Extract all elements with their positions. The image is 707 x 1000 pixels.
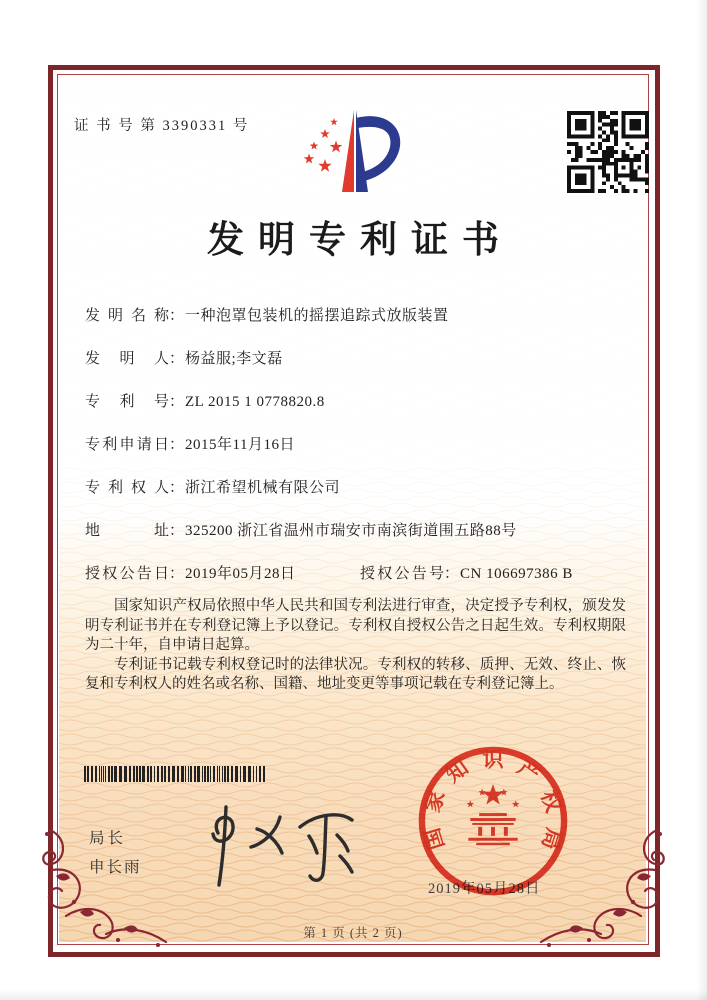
cnipa-logo-icon: [299, 104, 411, 204]
field-label: 授权公告日: [85, 566, 169, 582]
field-inventors: [85, 349, 633, 369]
field-filing-date: [85, 435, 633, 455]
field-grant-number: [360, 564, 573, 584]
seal-date: 2019年05月28日: [428, 881, 541, 897]
svg-text:家: 家: [420, 787, 450, 816]
page-number: 第 1 页 (共 2 页): [303, 926, 403, 940]
field-colon: ：: [169, 480, 185, 496]
svg-text:知: 知: [441, 755, 473, 788]
signatory-title: 局长: [89, 830, 127, 847]
field-colon: ：: [169, 308, 185, 324]
photo-edge-shadow: [697, 0, 707, 1000]
field-value: ZL 2015 1 0778820.8: [185, 394, 325, 410]
barcode: [84, 766, 266, 782]
svg-text:识: 识: [482, 747, 504, 772]
signatory-name: 申长雨: [89, 859, 142, 876]
svg-text:国: 国: [419, 825, 449, 853]
field-colon: ：: [444, 566, 460, 582]
field-colon: ：: [169, 394, 185, 410]
svg-text:产: 产: [513, 755, 545, 788]
field-value: 浙江希望机械有限公司: [185, 480, 341, 496]
field-label: 专利号: [85, 394, 169, 410]
field-address: [85, 521, 633, 541]
certificate-number: 证 书 号 第 3390331 号: [74, 118, 250, 134]
svg-text:局: 局: [537, 825, 567, 853]
field-patentee: [85, 478, 633, 498]
field-value: 2015年11月16日: [185, 437, 295, 453]
field-label: 地址: [85, 523, 169, 539]
field-label: 专利申请日: [85, 437, 169, 453]
field-colon: ：: [169, 437, 185, 453]
field-value: 325200 浙江省温州市瑞安市南滨街道围五路88号: [185, 523, 517, 539]
field-label: 发明人: [85, 351, 169, 367]
field-label: 授权公告号: [360, 566, 444, 582]
field-colon: ：: [169, 523, 185, 539]
svg-text:权: 权: [536, 787, 566, 816]
field-invention-name: [85, 306, 633, 326]
field-value: CN 106697386 B: [460, 566, 573, 582]
field-patent-number: [85, 392, 633, 412]
field-colon: ：: [169, 566, 185, 582]
signature-handwriting: [188, 799, 373, 891]
official-seal: [414, 742, 572, 900]
field-label: 发明名称: [85, 308, 169, 324]
photo-edge-shadow: [0, 990, 707, 1000]
field-value: 一种泡罩包装机的摇摆追踪式放版装置: [185, 308, 449, 324]
field-colon: ：: [169, 351, 185, 367]
legal-paragraph-1: 国家知识产权局依照中华人民共和国专利法进行审查，决定授予专利权，颁发发明专利证书并在专利登记簿上予以登记。专利权自授权公告之日起生效。专利权期限为二十年，自申请日起算。: [85, 598, 626, 653]
legal-text: [85, 597, 626, 695]
field-value: 2019年05月28日: [185, 566, 296, 582]
field-value: 杨益服;李文磊: [185, 351, 283, 367]
legal-paragraph-2: 专利证书记载专利权登记时的法律状况。专利权的转移、质押、无效、终止、恢复和专利权人的姓名或名称、国籍、地址变更等事项记载在专利登记簿上。: [85, 656, 626, 692]
field-list: [85, 306, 633, 584]
qr-code: [567, 111, 649, 193]
field-label: 专利权人: [85, 480, 169, 496]
field-grant-date-and-number: [85, 564, 633, 584]
certificate-title: 发明专利证书: [207, 220, 513, 261]
